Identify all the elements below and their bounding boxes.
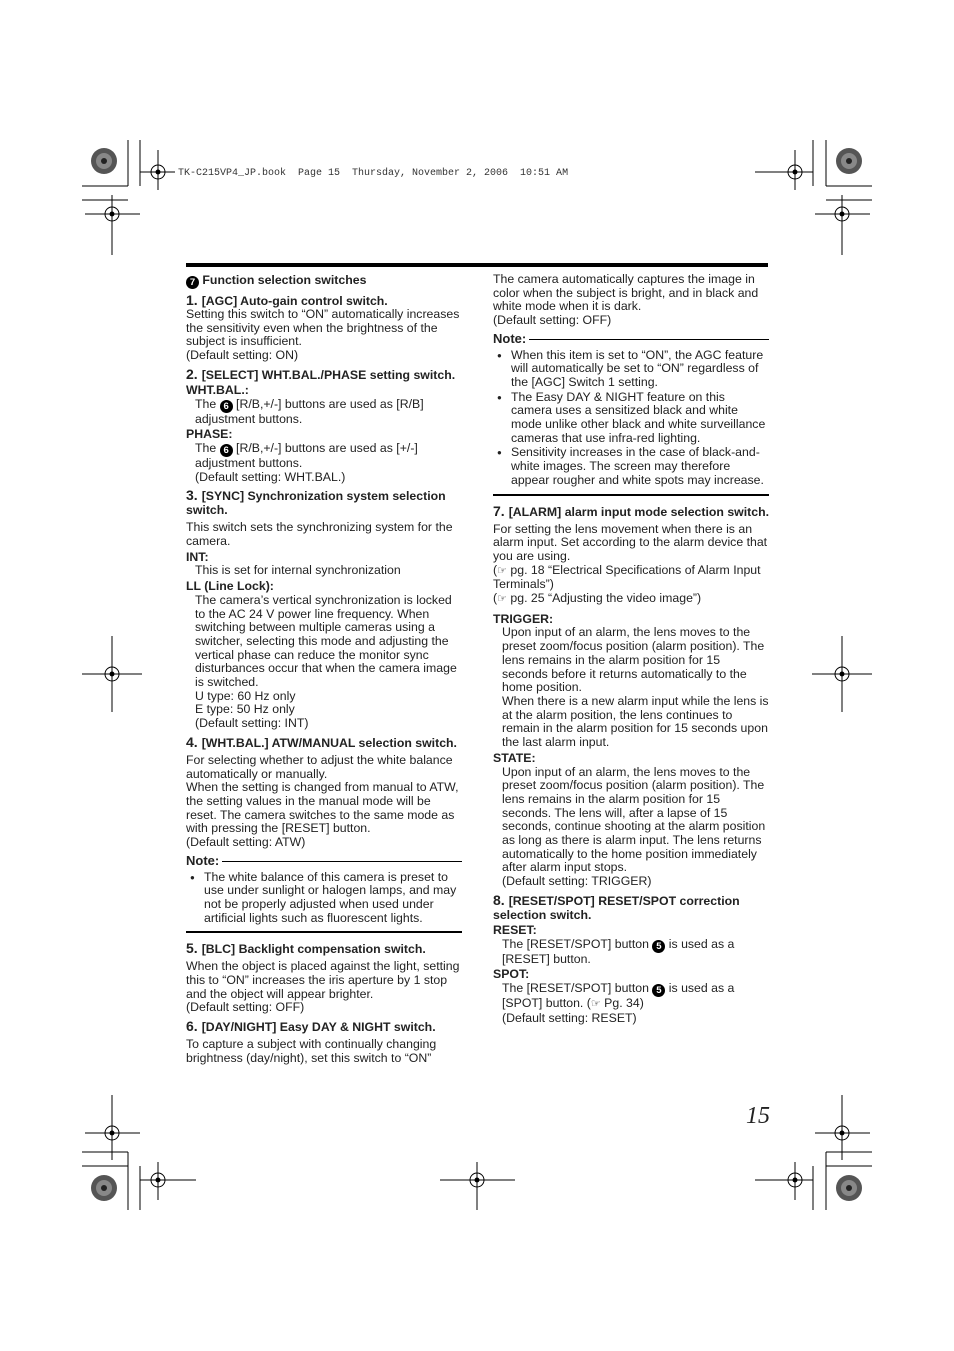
section-heading <box>186 273 462 289</box>
item-3-heading: 3. [SYNC] Synchronization system selection switch. <box>186 487 446 518</box>
item-1-default: (Default setting: ON) <box>186 348 299 363</box>
spot-body: The [RESET/SPOT] button 5 is used as a [SPOT] button. (☞ Pg. 34) <box>502 980 735 1010</box>
item-6-default: (Default setting: OFF) <box>493 313 612 328</box>
reference-1: (☞ pg. 18 “Electrical Specifications of Alarm Input Terminals”) <box>493 562 761 592</box>
section-number-badge: 7 <box>186 276 199 289</box>
trigger-label: TRIGGER: <box>493 611 554 626</box>
item-7-body: For setting the lens movement when there is an alarm input. Set according to the alarm device that you are using. <box>493 521 768 563</box>
item-6-continued: The camera automatically captures the image in color when the subject is bright, and in black and white mode when it is dark. <box>493 272 759 314</box>
list-item: ● When this item is set to “ON”, the AGC feature will automatically be set to “ON” regardless of the [AGC] Switch 1 setting. <box>493 349 769 390</box>
right-column <box>493 273 769 1025</box>
item-5-body: When the object is placed against the light, setting this to “ON” increases the iris aperture by 1 stop and the object will appear brighter. <box>186 959 460 1001</box>
note-heading: Note: <box>493 332 769 346</box>
note-list <box>493 349 769 488</box>
state-body: Upon input of an alarm, the lens moves to the preset zoom/focus position (alarm position). The lens remains in the alarm position for 15 seconds. The lens will, after a lapse of 15 seconds, continue shooting at the alarm position as long as there is alarm input. The lens returns automatically to the home position immediately after alarm input stops. <box>502 764 766 875</box>
item-4-default: (Default setting: ATW) <box>186 835 306 850</box>
item-7-heading: 7. [ALARM] alarm input mode selection switch. <box>493 502 769 519</box>
item-1-body: Setting this switch to “ON” automatically increases the sensitivity even when the brightness of the subject is insufficient. <box>186 307 460 349</box>
item-4-heading: 4. [WHT.BAL.] ATW/MANUAL selection switch. <box>186 733 457 750</box>
trigger-body-1: Upon input of an alarm, the lens moves to the preset zoom/focus position (alarm position). The lens remains in the alarm position for 15 seconds before it returns automatically to the home position. <box>502 625 765 695</box>
reset-body: The [RESET/SPOT] button 5 is used as a [RESET] button. <box>502 936 735 966</box>
list-item: ● The Easy DAY & NIGHT feature on this camera uses a sensitized black and white mode unlike other black and white surveillance cameras that use infra-red lighting. <box>493 391 769 446</box>
item-8-default: (Default setting: RESET) <box>502 1010 637 1025</box>
item-4-body-2: When the setting is changed from manual to ATW, the setting values in the manual mode will be reset. The camera switches to the same mode as with pressing the [RESET] button. <box>186 780 459 836</box>
page-number: 15 <box>746 1103 770 1129</box>
left-column <box>186 273 462 1066</box>
list-item: ● The white balance of this camera is preset to use under sunlight or halogen lamps, and may not be properly adjusted when used under artificial lights such as fluorescent lights. <box>186 871 462 926</box>
int-label: INT: <box>186 549 209 564</box>
e-type: E type: 50 Hz only <box>195 702 295 717</box>
item-6-heading: 6. [DAY/NIGHT] Easy DAY & NIGHT switch. <box>186 1018 436 1035</box>
trigger-body-2: When there is a new alarm input while the lens is at the alarm position, the lens continues to remain in the alarm position for 15 seconds upon the last alarm input. <box>502 693 769 750</box>
phase-body: The 6 [R/B,+/-] buttons are used as [+/-] adjustment buttons. <box>195 440 418 470</box>
item-7-default: (Default setting: TRIGGER) <box>502 874 652 889</box>
ll-label: LL (Line Lock): <box>186 579 274 594</box>
section-title: Function selection switches <box>202 273 367 287</box>
item-2-default: (Default setting: WHT.BAL.) <box>195 469 346 484</box>
spot-label: SPOT: <box>493 967 530 982</box>
list-item: ● Sensitivity increases in the case of black-and-white images. The screen may therefore appear rougher and white spots may increase. <box>493 446 769 487</box>
item-3-body: This switch sets the synchronizing system for the camera. <box>186 520 453 549</box>
item-1-heading: 1. [AGC] Auto-gain control switch. <box>186 292 388 308</box>
pointing-hand-icon: ☞ <box>497 593 507 606</box>
note-heading: Note: <box>186 854 462 868</box>
item-2-heading: 2. [SELECT] WHT.BAL./PHASE setting switch. <box>186 365 456 382</box>
divider <box>493 494 769 496</box>
note-list <box>186 871 462 926</box>
state-label: STATE: <box>493 750 536 765</box>
print-header: TK-C215VP4_JP.book Page 15 Thursday, November 2, 2006 10:51 AM <box>178 168 569 179</box>
whtbal-label: WHT.BAL.: <box>186 382 249 397</box>
item-5-heading: 5. [BLC] Backlight compensation switch. <box>186 940 426 957</box>
item-6-body: To capture a subject with continually changing brightness (day/night), set this switch to “ON” <box>186 1037 437 1065</box>
pointing-hand-icon: ☞ <box>497 564 507 577</box>
pointing-hand-icon: ☞ <box>590 997 601 1010</box>
item-5-default: (Default setting: OFF) <box>186 1000 305 1015</box>
phase-label: PHASE: <box>186 427 233 442</box>
item-4-body-1: For selecting whether to adjust the white balance automatically or manually. <box>186 752 453 781</box>
item-3-default: (Default setting: INT) <box>195 716 309 731</box>
int-body: This is set for internal synchronization <box>195 563 401 578</box>
top-rule <box>186 263 768 267</box>
item-8-heading: 8. [RESET/SPOT] RESET/SPOT correction selection switch. <box>493 891 740 922</box>
ll-body: The camera’s vertical synchronization is locked to the AC 24 V power line frequency. When switching between multiple cameras using a switcher, selecting this mode and adjusting the vertical phase can reduce the monitor sync disturbances occur that when the camera image is switched. <box>195 592 457 690</box>
reference-2: (☞ pg. 25 “Adjusting the video image”) <box>493 591 702 606</box>
whtbal-body: The 6 [R/B,+/-] buttons are used as [R/B] adjustment buttons. <box>195 396 424 426</box>
divider <box>186 931 462 933</box>
reset-label: RESET: <box>493 922 537 937</box>
u-type: U type: 60 Hz only <box>195 688 296 703</box>
